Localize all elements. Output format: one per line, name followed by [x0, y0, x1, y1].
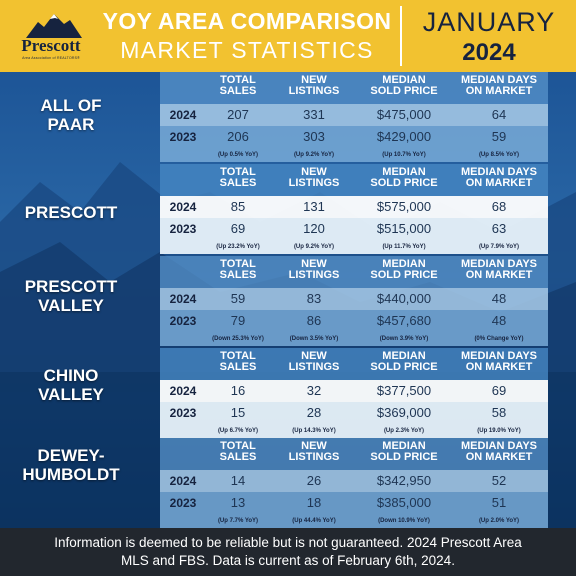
col-header-new-listings: NEW LISTINGS [288, 166, 340, 189]
total-sales-value: 85 [230, 199, 246, 214]
col-header-median-sold-price: MEDIAN SOLD PRICE [370, 258, 438, 281]
median-price-value: $377,500 [376, 383, 432, 398]
new-listings-value: 32 [306, 383, 322, 398]
area-name-all-of-paar: ALL OF PAAR [40, 96, 102, 134]
total-sales-value: 16 [230, 383, 246, 398]
yoy-change-note: (Up 7.9% YoY) [478, 244, 520, 250]
yoy-change-note: (Down 3.9% YoY) [379, 336, 429, 342]
stats-table-prescott [160, 164, 548, 254]
col-header-new-listings: NEW LISTINGS [288, 440, 340, 463]
total-sales-value: 69 [230, 221, 246, 236]
median-days-value: 48 [491, 291, 507, 306]
col-header-total-sales: TOTAL SALES [219, 350, 257, 373]
new-listings-value: 120 [303, 221, 325, 236]
col-header-total-sales: TOTAL SALES [219, 440, 257, 463]
row-year: 2023 [169, 130, 197, 144]
median-days-value: 69 [491, 383, 507, 398]
median-days-value: 64 [491, 107, 507, 122]
new-listings-value: 331 [303, 107, 325, 122]
col-header-total-sales: TOTAL SALES [219, 166, 257, 189]
col-header-total-sales: TOTAL SALES [219, 74, 257, 97]
median-price-value: $475,000 [376, 107, 432, 122]
page-title: YOY AREA COMPARISON [102, 8, 392, 34]
row-year: 2023 [169, 496, 197, 510]
report-month: JANUARY [422, 7, 556, 37]
col-header-median-sold-price: MEDIAN SOLD PRICE [370, 440, 438, 463]
page-subtitle: MARKET STATISTICS [120, 37, 374, 63]
stats-table-prescott-valley [160, 256, 548, 346]
report-year: 2024 [462, 39, 516, 66]
row-year: 2023 [169, 222, 197, 236]
stats-table-dewey-humboldt [160, 438, 548, 528]
yoy-change-note: (Down 25.3% YoY) [212, 336, 264, 342]
header-divider [400, 6, 402, 66]
yoy-change-note: (Up 7.7% YoY) [217, 518, 259, 524]
total-sales-value: 59 [230, 291, 246, 306]
median-days-value: 52 [491, 473, 507, 488]
row-year: 2024 [169, 108, 197, 122]
col-header-median-days: MEDIAN DAYS ON MARKET [461, 166, 537, 189]
col-header-median-days: MEDIAN DAYS ON MARKET [461, 350, 537, 373]
area-name-dewey-humboldt: DEWEY- HUMBOLDT [22, 446, 120, 484]
new-listings-value: 86 [306, 313, 322, 328]
yoy-change-note: (Up 44.4% YoY) [292, 518, 336, 524]
row-year: 2024 [169, 292, 197, 306]
disclaimer-text: Information is deemed to be reliable but is not guaranteed. 2024 Prescott Area MLS and FBS. Data is current as of February 6th, 2024. [54, 535, 522, 568]
yoy-change-note: (Up 2.3% YoY) [383, 428, 425, 434]
total-sales-value: 79 [230, 313, 246, 328]
new-listings-value: 26 [306, 473, 322, 488]
header-banner [0, 0, 576, 72]
median-days-value: 48 [491, 313, 507, 328]
median-price-value: $440,000 [376, 291, 432, 306]
median-price-value: $457,680 [376, 313, 432, 328]
yoy-change-note: (Up 10.7% YoY) [382, 152, 426, 158]
yoy-change-note: (Down 10.9% YoY) [378, 518, 430, 524]
median-days-value: 68 [491, 199, 507, 214]
median-days-value: 51 [491, 495, 507, 510]
median-price-value: $385,000 [376, 495, 432, 510]
new-listings-value: 18 [306, 495, 322, 510]
col-header-median-days: MEDIAN DAYS ON MARKET [461, 440, 537, 463]
median-price-value: $369,000 [376, 405, 432, 420]
yoy-change-note: (Down 3.5% YoY) [289, 336, 339, 342]
yoy-change-note: (Up 19.0% YoY) [477, 428, 521, 434]
col-header-new-listings: NEW LISTINGS [288, 258, 340, 281]
col-header-total-sales: TOTAL SALES [219, 258, 257, 281]
median-price-value: $429,000 [376, 129, 432, 144]
total-sales-value: 207 [227, 107, 249, 122]
stats-table-chino-valley [160, 348, 548, 438]
yoy-change-note: (0% Change YoY) [474, 336, 524, 342]
median-price-value: $342,950 [376, 473, 432, 488]
median-days-value: 63 [491, 221, 507, 236]
total-sales-value: 14 [230, 473, 246, 488]
area-name-prescott-valley: PRESCOTT VALLEY [24, 277, 118, 315]
col-header-median-sold-price: MEDIAN SOLD PRICE [370, 350, 438, 373]
yoy-change-note: (Up 9.2% YoY) [293, 152, 335, 158]
yoy-change-note: (Up 2.0% YoY) [478, 518, 520, 524]
row-year: 2024 [169, 200, 197, 214]
total-sales-value: 15 [230, 405, 246, 420]
new-listings-value: 131 [303, 199, 325, 214]
col-header-new-listings: NEW LISTINGS [288, 350, 340, 373]
median-price-value: $575,000 [376, 199, 432, 214]
yoy-change-note: (Up 23.2% YoY) [216, 244, 260, 250]
new-listings-value: 28 [306, 405, 322, 420]
row-year: 2023 [169, 314, 197, 328]
yoy-change-note: (Up 9.2% YoY) [293, 244, 335, 250]
col-header-median-days: MEDIAN DAYS ON MARKET [461, 258, 537, 281]
logo-wordmark: Prescott [21, 36, 81, 55]
new-listings-value: 83 [306, 291, 322, 306]
stats-table-all-of-paar [160, 72, 548, 162]
total-sales-value: 206 [227, 129, 249, 144]
logo-subtitle: Area Association of REALTORS® [22, 56, 80, 60]
yoy-change-note: (Up 0.5% YoY) [217, 152, 259, 158]
col-header-median-sold-price: MEDIAN SOLD PRICE [370, 166, 438, 189]
yoy-change-note: (Up 8.5% YoY) [478, 152, 520, 158]
prescott-logo [8, 10, 94, 62]
total-sales-value: 13 [230, 495, 246, 510]
row-year: 2023 [169, 406, 197, 420]
yoy-change-note: (Up 11.7% YoY) [382, 244, 426, 250]
col-header-median-days: MEDIAN DAYS ON MARKET [461, 74, 537, 97]
disclaimer-footer [0, 528, 576, 576]
yoy-change-note: (Up 14.3% YoY) [292, 428, 336, 434]
median-days-value: 59 [491, 129, 507, 144]
median-days-value: 58 [491, 405, 507, 420]
col-header-median-sold-price: MEDIAN SOLD PRICE [370, 74, 438, 97]
median-price-value: $515,000 [376, 221, 432, 236]
row-year: 2024 [169, 474, 197, 488]
yoy-change-note: (Up 6.7% YoY) [217, 428, 259, 434]
col-header-new-listings: NEW LISTINGS [288, 74, 340, 97]
new-listings-value: 303 [303, 129, 325, 144]
area-name-chino-valley: CHINO VALLEY [38, 366, 104, 404]
row-year: 2024 [169, 384, 197, 398]
area-name-prescott: PRESCOTT [24, 203, 118, 222]
